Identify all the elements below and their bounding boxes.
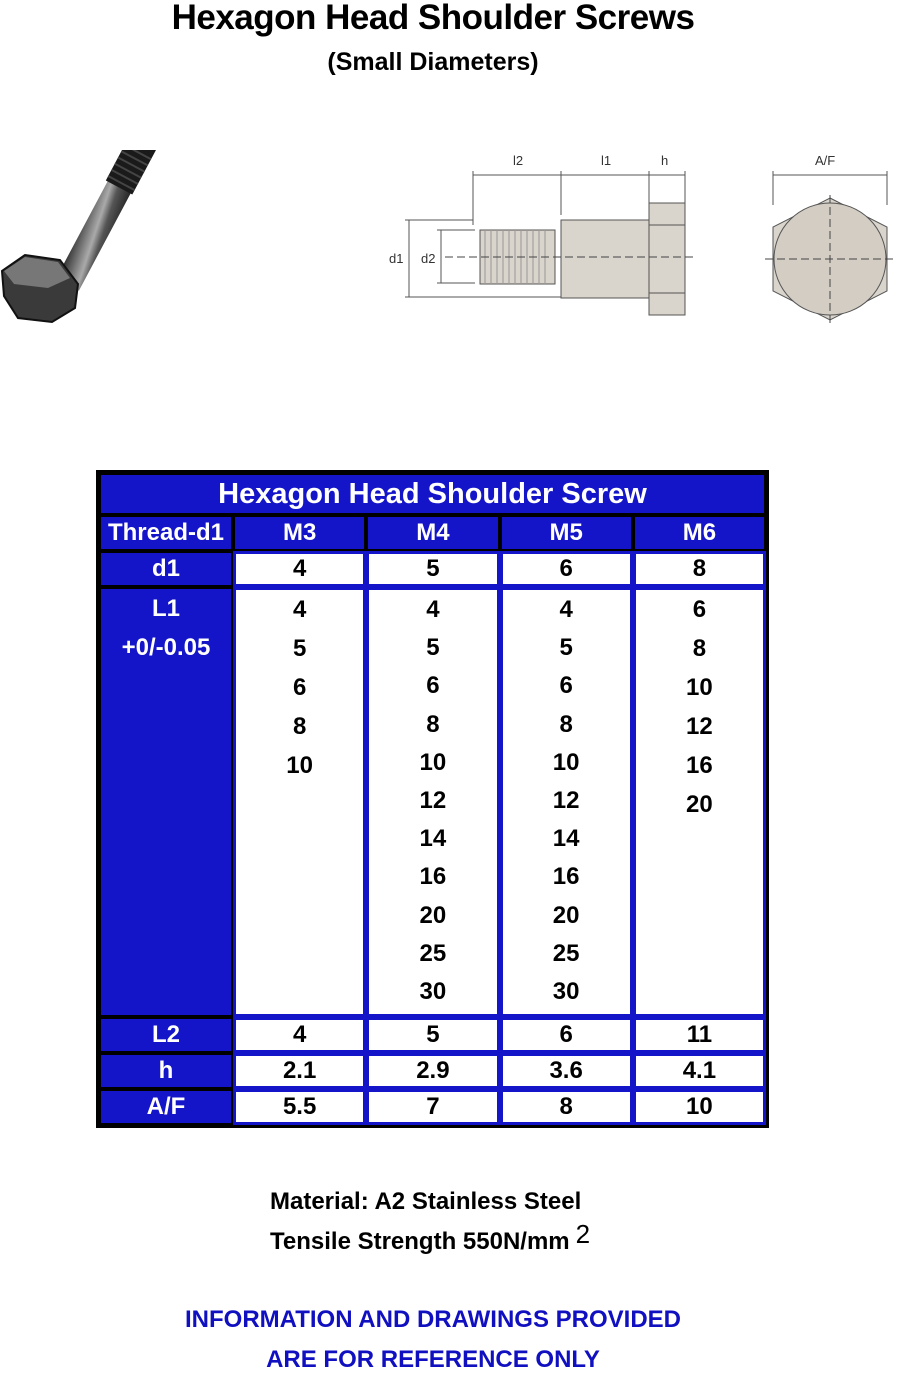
d1-m6: 8 [633,551,766,587]
material-line: Material: A2 Stainless Steel [270,1188,582,1215]
l1-value: 4 [426,596,440,623]
af-row-label: A/F [99,1089,233,1125]
thread-label: Thread-d1 [99,515,233,551]
l1-value: 25 [552,939,580,967]
l1-value: 5 [426,634,440,662]
l1-value: 12 [686,713,713,740]
l1-value: 16 [686,752,713,779]
table-title: Hexagon Head Shoulder Screw [99,473,766,515]
size-m6: M6 [633,515,766,551]
d1-row-label: d1 [99,551,233,587]
h-m4: 2.9 [366,1053,499,1089]
l1-tolerance: +0/-0.05 [121,634,211,661]
l1-m4-list [366,587,499,1017]
l1-value: 16 [552,863,580,891]
specification-table [96,470,769,1128]
l1-m6-list [633,587,766,1017]
l1-value: 12 [552,786,580,814]
l2-m4: 5 [366,1017,499,1053]
l1-value: 8 [692,635,707,662]
l1-value: 10 [286,752,313,779]
l1-value: 12 [419,786,447,814]
l2-row-label: L2 [99,1017,233,1053]
l1-value: 6 [426,672,440,700]
size-m5: M5 [500,515,633,551]
unit-superscript: 2 [575,1219,591,1249]
af-m3: 5.5 [233,1089,366,1125]
l1-value: 5 [559,634,573,662]
l1-row-label [99,587,233,1017]
material-info [270,1183,590,1261]
h-row-label: h [99,1053,233,1089]
l1-value: 8 [426,710,440,738]
l1-value: 20 [419,901,447,929]
l1-m3-list [233,587,366,1017]
d1-m3: 4 [233,551,366,587]
tensile-strength-line [270,1221,590,1261]
l1-label: L1 [151,595,180,622]
l1-value: 20 [552,901,580,929]
disclaimer-line-2: ARE FOR REFERENCE ONLY [266,1346,600,1373]
tensile-strength-text: Tensile Strength 550N/mm [270,1228,570,1255]
l1-value: 16 [419,863,447,891]
l2-m5: 6 [500,1017,633,1053]
l1-value: 4 [292,596,307,623]
l1-value: 6 [559,672,573,700]
l1-value: 6 [692,596,707,623]
l2-m6: 11 [633,1017,766,1053]
l1-value: 25 [419,939,447,967]
screw-photo [0,150,180,330]
l2-m3: 4 [233,1017,366,1053]
l1-value: 10 [552,748,580,776]
af-m5: 8 [500,1089,633,1125]
l1-value: 10 [686,674,713,701]
l1-value: 6 [292,674,307,701]
d1-label: d1 [389,251,404,266]
l1-value: 14 [419,825,447,853]
h-label: h [661,153,669,168]
page-subtitle: (Small Diameters) [327,48,539,76]
l1-label: l1 [601,153,612,168]
disclaimer [0,1300,866,1380]
l1-value: 10 [419,748,447,776]
size-m4: M4 [366,515,499,551]
d2-label: d2 [421,251,436,266]
page-title: Hexagon Head Shoulder Screws [171,0,695,37]
h-m6: 4.1 [633,1053,766,1089]
af-label: A/F [815,153,836,168]
l1-value: 14 [552,825,580,853]
d1-m5: 6 [500,551,633,587]
side-view-drawing [385,145,705,325]
l1-value: 20 [686,791,713,818]
l1-value: 4 [559,596,573,623]
h-m3: 2.1 [233,1053,366,1089]
d1-m4: 5 [366,551,499,587]
l1-value: 8 [559,710,573,738]
l1-value: 30 [419,977,447,1005]
h-m5: 3.6 [500,1053,633,1089]
l1-value: 30 [552,977,580,1005]
l1-m5-list [500,587,633,1017]
end-view-drawing [765,145,895,325]
size-m3: M3 [233,515,366,551]
disclaimer-line-1: INFORMATION AND DRAWINGS PROVIDED [185,1306,681,1333]
af-m4: 7 [366,1089,499,1125]
l1-value: 5 [292,635,307,662]
l2-label: l2 [513,153,524,168]
l1-value: 8 [292,713,307,740]
af-m6: 10 [633,1089,766,1125]
